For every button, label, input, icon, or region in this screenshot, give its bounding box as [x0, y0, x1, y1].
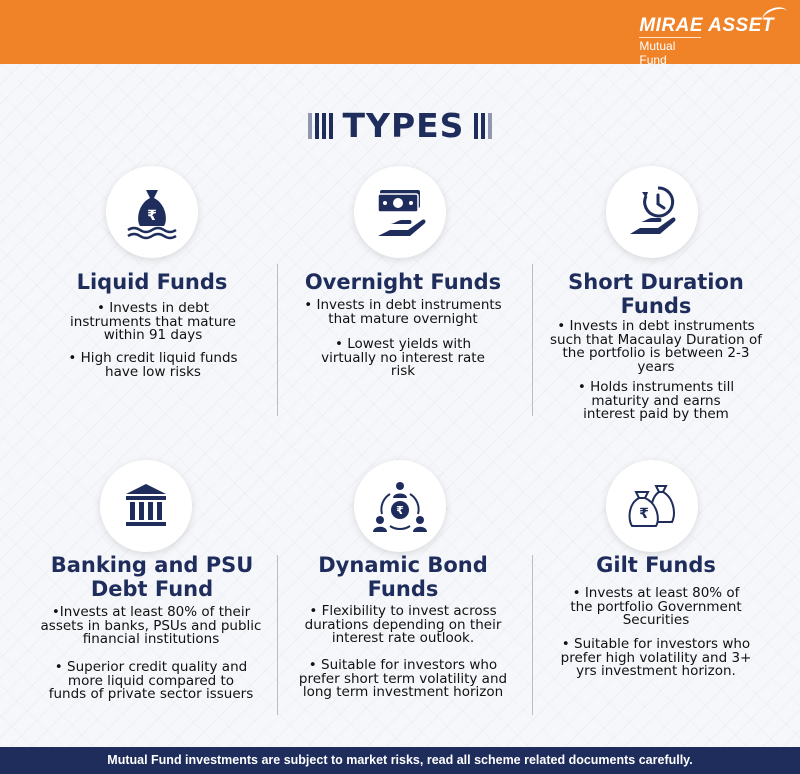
fund-bullet: • Lowest yields with virtually no interest rate risk: [321, 336, 485, 379]
header-bar: [0, 0, 800, 67]
icon-circle: [106, 166, 198, 258]
fund-bullet: •Invests at least 80% of their assets in banks, PSUs and public financial institutions: [40, 604, 262, 647]
svg-text:₹: ₹: [147, 208, 157, 224]
icon-circle: [354, 166, 446, 258]
fund-title: [540, 270, 772, 318]
fund-bullet: • Holds instruments till maturity and earns interest paid by them: [577, 379, 735, 422]
fund-title-line2: Debt Fund: [90, 577, 214, 601]
icon-circle: [354, 460, 446, 552]
right-bars-icon: [474, 113, 492, 139]
fund-bullet: • Invests in debt instruments such that Macaulay Duration of the portfolio is between 2-3 years: [550, 318, 762, 375]
fund-bullet: • Suitable for investors who prefer high volatility and 3+ yrs investment horizon.: [560, 636, 752, 679]
brand-subtitle: Mutual Fund: [639, 37, 701, 67]
brand-logo[interactable]: [639, 16, 774, 67]
icon-circle: [100, 460, 192, 552]
fund-bullet: • Flexibility to invest across durations depending on their interest rate outlook.: [304, 603, 502, 646]
fund-bullet: • Invests at least 80% of the portfolio Government Securities: [570, 585, 742, 628]
page-title-group: [308, 106, 493, 145]
column-divider: [277, 555, 278, 715]
icon-circle: [606, 460, 698, 552]
brand-swoosh-icon: [760, 4, 790, 28]
clock-hand-icon: [620, 180, 684, 244]
brand-name: MIRAE ASSET: [639, 15, 774, 36]
cash-in-hand-icon: [368, 180, 432, 244]
svg-text:₹: ₹: [639, 506, 649, 522]
fund-bullet: • Invests in debt instruments that mature within 91 days: [70, 300, 236, 343]
page-title: TYPES: [342, 106, 465, 145]
disclaimer-footer: Mutual Fund investments are subject to market risks, read all scheme related documents carefully.: [0, 747, 800, 774]
icon-circle: [606, 166, 698, 258]
fund-title-line1: Banking and PSU: [50, 553, 254, 577]
fund-title-line1: Short Duration: [568, 270, 744, 294]
bank-icon: [114, 474, 178, 538]
fund-title-line1: Gilt Funds: [596, 553, 716, 577]
money-bags-icon: [620, 474, 684, 538]
fund-title: [290, 553, 516, 601]
fund-bullet: • Invests in debt instruments that mature overnight: [304, 297, 502, 327]
fund-bullet: • High credit liquid funds have low risks: [68, 350, 238, 380]
fund-bullet: • Suitable for investors who prefer short term volatility and long term investment horizon: [298, 657, 508, 700]
column-divider: [532, 264, 533, 416]
fund-title: [40, 270, 264, 294]
fund-title-line2: Funds: [620, 294, 692, 318]
fund-title: [540, 553, 772, 577]
title-section: [0, 106, 800, 145]
column-divider: [532, 555, 533, 715]
left-bars-icon: [308, 113, 333, 139]
svg-text:₹: ₹: [396, 504, 404, 517]
fund-title: [28, 553, 276, 601]
fund-title-line2: Funds: [367, 577, 439, 601]
fund-title: [290, 270, 516, 294]
column-divider: [277, 264, 278, 416]
fund-bullet: • Superior credit quality and more liquid compared to funds of private sector issuers: [48, 659, 254, 702]
money-bag-icon: [120, 180, 184, 244]
people-network-icon: [368, 474, 432, 538]
fund-title-line1: Dynamic Bond: [318, 553, 488, 577]
fund-title-line1: Overnight Funds: [304, 270, 502, 294]
fund-title-line1: Liquid Funds: [76, 270, 228, 294]
